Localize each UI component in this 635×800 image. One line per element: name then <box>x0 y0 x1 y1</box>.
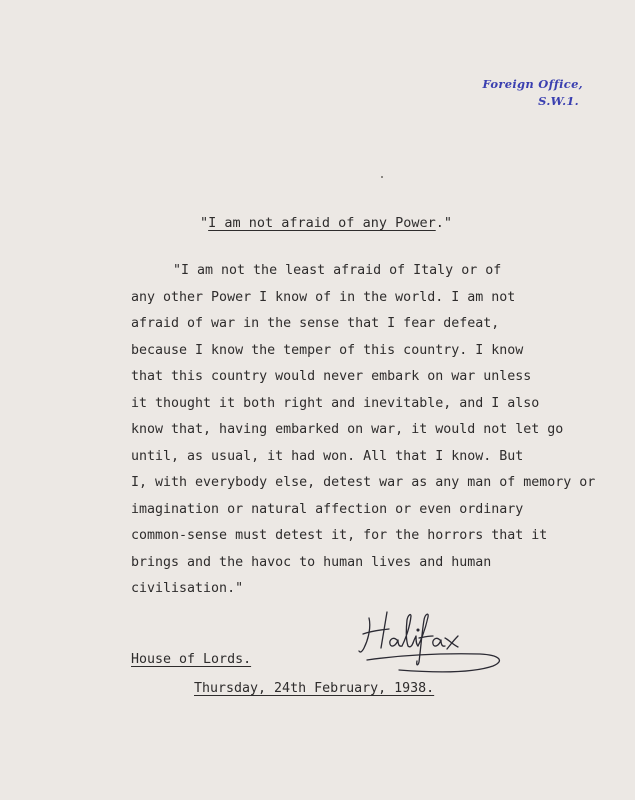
title-open-quote: " <box>200 215 209 231</box>
body-line: imagination or natural affection or even ordinary <box>131 501 524 517</box>
body-line: know that, having embarked on war, it would not let go <box>131 422 564 437</box>
body-line: that this country would never embark on war unless <box>131 369 532 384</box>
paper-speck <box>381 176 383 178</box>
title-text: I am not afraid of any Power <box>208 215 436 231</box>
body-line: because I know the temper of this country. I know <box>131 342 524 358</box>
letterhead-address <box>423 76 583 110</box>
date-line: Thursday, 24th February, 1938. <box>194 681 435 696</box>
quote-title <box>200 215 452 231</box>
letterhead-line-2: S.W.1. <box>538 94 579 108</box>
letterhead-line-1: Foreign Office, <box>482 77 583 91</box>
body-line: until, as usual, it had won. All that I know. But <box>131 448 524 464</box>
body-line: civilisation." <box>131 581 244 596</box>
body-line: brings and the havoc to human lives and human <box>131 554 492 570</box>
place-line: House of Lords. <box>131 652 252 667</box>
body-line: afraid of war in the sense that I fear defeat, <box>131 316 500 331</box>
body-line: "I am not the least afraid of Italy or of <box>173 263 502 278</box>
body-line: it thought it both right and inevitable, and I also <box>131 395 540 411</box>
body-line: I, with everybody else, detest war as any man of memory or <box>131 475 596 490</box>
body-line: any other Power I know of in the world. I am not <box>131 289 516 305</box>
body-line: common-sense must detest it, for the horrors that it <box>131 528 548 543</box>
quote-body <box>131 258 601 603</box>
title-close: ." <box>435 215 452 231</box>
halifax-signature <box>355 606 515 686</box>
